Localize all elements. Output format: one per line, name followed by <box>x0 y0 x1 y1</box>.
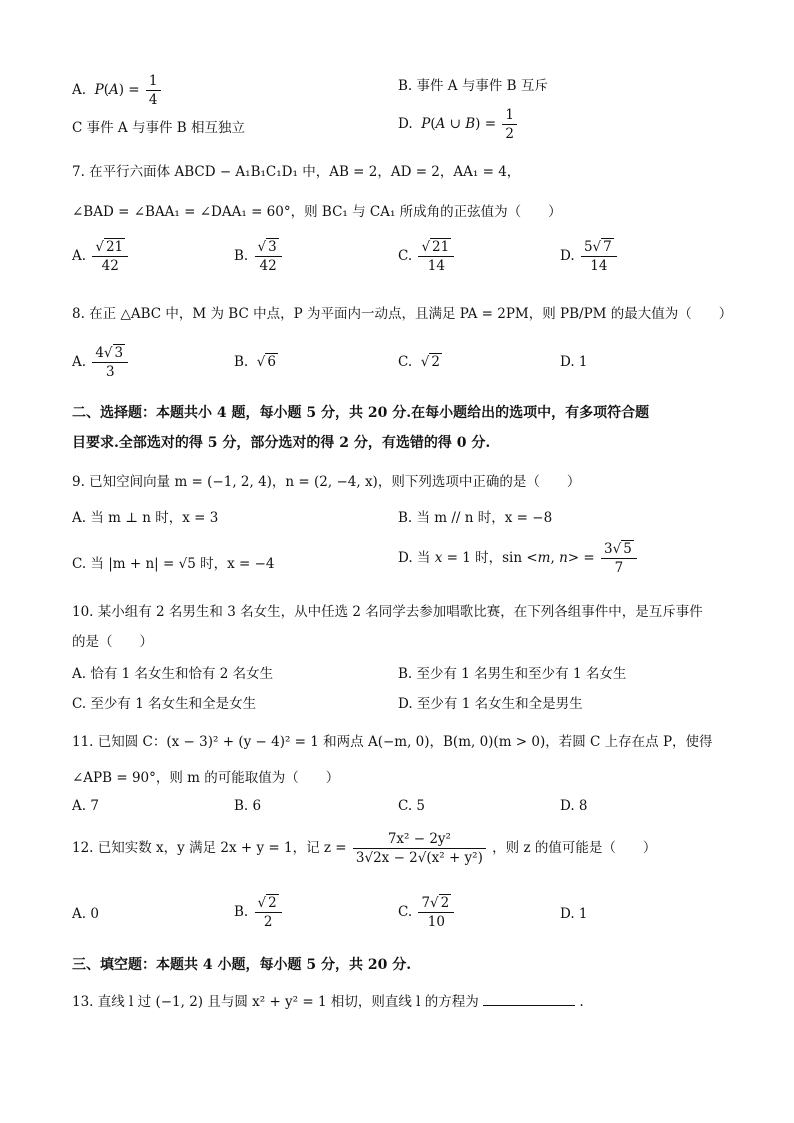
q11-stem-line2: ∠APB = 90°，则 m 的可能取值为（ ） <box>72 770 340 786</box>
q7-option-b: B. $\frac{√ 3}{42}$ <box>234 238 284 275</box>
q6-option-d: D. P(A ∪ B) = $\frac{1}{2}$ <box>398 106 519 143</box>
section2-heading-line2: 目要求.全部选对的得 5 分，部分选对的得 2 分，有选错的得 0 分. <box>72 435 491 451</box>
q8-option-c: C. √ 2 <box>398 354 440 370</box>
q6-option-c: C 事件 A 与事件 B 相互独立 <box>72 120 245 136</box>
q10-option-b: B. 至少有 1 名男生和至少有 1 名女生 <box>398 666 627 682</box>
q12-stem-pre: 12. 已知实数 x，y 满足 2x + y = 1，记 z = <box>72 840 347 856</box>
q9-option-a: A. 当 m ⊥ n 时，x = 3 <box>72 510 219 526</box>
q13-stem-end: . <box>579 994 584 1010</box>
q7-stem-line1: 7. 在平行六面体 ABCD − A₁B₁C₁D₁ 中，AB = 2，AD = 2，AA₁ = 4， <box>72 164 521 180</box>
q11-option-d: D. 8 <box>560 798 588 814</box>
q7-option-d: D. $\frac{5√ 7}{14}$ <box>560 238 619 275</box>
q12-z-denominator: 3√2x − 2√(x² + y²) <box>355 850 483 866</box>
q12-option-c: C. $\frac{7√ 2}{10}$ <box>398 894 456 931</box>
q7-option-a: A. $\frac{√ 21}{42}$ <box>72 238 130 275</box>
q12-z-fraction <box>353 830 486 867</box>
q12-option-b: B. $\frac{√ 2}{2}$ <box>234 894 284 931</box>
q6-option-a: A. P(A) = $\frac{1}{4}$ <box>72 72 163 109</box>
section3-heading: 三、填空题：本题共 4 小题，每小题 5 分，共 20 分. <box>72 957 412 973</box>
q9-option-d: D. 当 x = 1 时，sin <m, n> = $\frac{3√ 5}{7}$ <box>398 540 639 577</box>
q8-stem: 8. 在正 △ABC 中，M 为 BC 中点，P 为平面内一动点，且满足 PA = 2PM，则 PB/PM 的最大值为（ ） <box>72 306 733 322</box>
q13-stem <box>72 990 734 1010</box>
q10-stem-line1: 10. 某小组有 2 名男生和 3 名女生，从中任选 2 名同学去参加唱歌比赛，在下列各组事件中，是互斥事件 <box>72 604 703 620</box>
q9-stem: 9. 已知空间向量 m = (−1, 2, 4)，n = (2, −4, x)，则下列选项中正确的是（ ） <box>72 474 581 490</box>
q11-option-b: B. 6 <box>234 798 262 814</box>
q8-option-a: A. $\frac{4√ 3}{3}$ <box>72 344 130 381</box>
q12-z-numerator: 7x² − 2y² <box>353 830 486 849</box>
q6-option-b: B. 事件 A 与事件 B 互斥 <box>398 78 548 94</box>
q11-option-a: A. 7 <box>72 798 99 814</box>
q12-option-a: A. 0 <box>72 906 99 922</box>
q10-option-a: A. 恰有 1 名女生和恰有 2 名女生 <box>72 666 274 682</box>
q9-option-c: C. 当 |m + n| = √5 时，x = −4 <box>72 556 275 572</box>
q12-stem-post: ，则 z 的值可能是（ ） <box>492 840 657 856</box>
q13-answer-blank[interactable] <box>483 993 575 1006</box>
q10-option-d: D. 至少有 1 名女生和全是男生 <box>398 696 583 712</box>
section2-heading-line1: 二、选择题：本题共小 4 题，每小题 5 分，共 20 分.在每小题给出的选项中，有多项符合题 <box>72 405 650 421</box>
q9-option-b: B. 当 m // n 时，x = −8 <box>398 510 553 526</box>
q7-stem-line2: ∠BAD = ∠BAA₁ = ∠DAA₁ = 60°，则 BC₁ 与 CA₁ 所成角的正弦值为（ ） <box>72 204 562 220</box>
q12-option-d: D. 1 <box>560 906 588 922</box>
q7-option-c: C. $\frac{√ 21}{14}$ <box>398 238 456 275</box>
q10-option-c: C. 至少有 1 名女生和全是女生 <box>72 696 257 712</box>
q8-option-b: B. √ 6 <box>234 354 276 370</box>
q12-stem <box>72 830 734 867</box>
q13-stem-text: 13. 直线 l 过 (−1, 2) 且与圆 x² + y² = 1 相切，则直线 l 的方程为 <box>72 994 479 1010</box>
q11-stem-line1: 11. 已知圆 C：(x − 3)² + (y − 4)² = 1 和两点 A(−m, 0)，B(m, 0)(m > 0)，若圆 C 上存在点 P，使得 <box>72 734 713 750</box>
q10-stem-line2: 的是（ ） <box>72 634 153 650</box>
q8-option-d: D. 1 <box>560 354 588 370</box>
q11-option-c: C. 5 <box>398 798 426 814</box>
